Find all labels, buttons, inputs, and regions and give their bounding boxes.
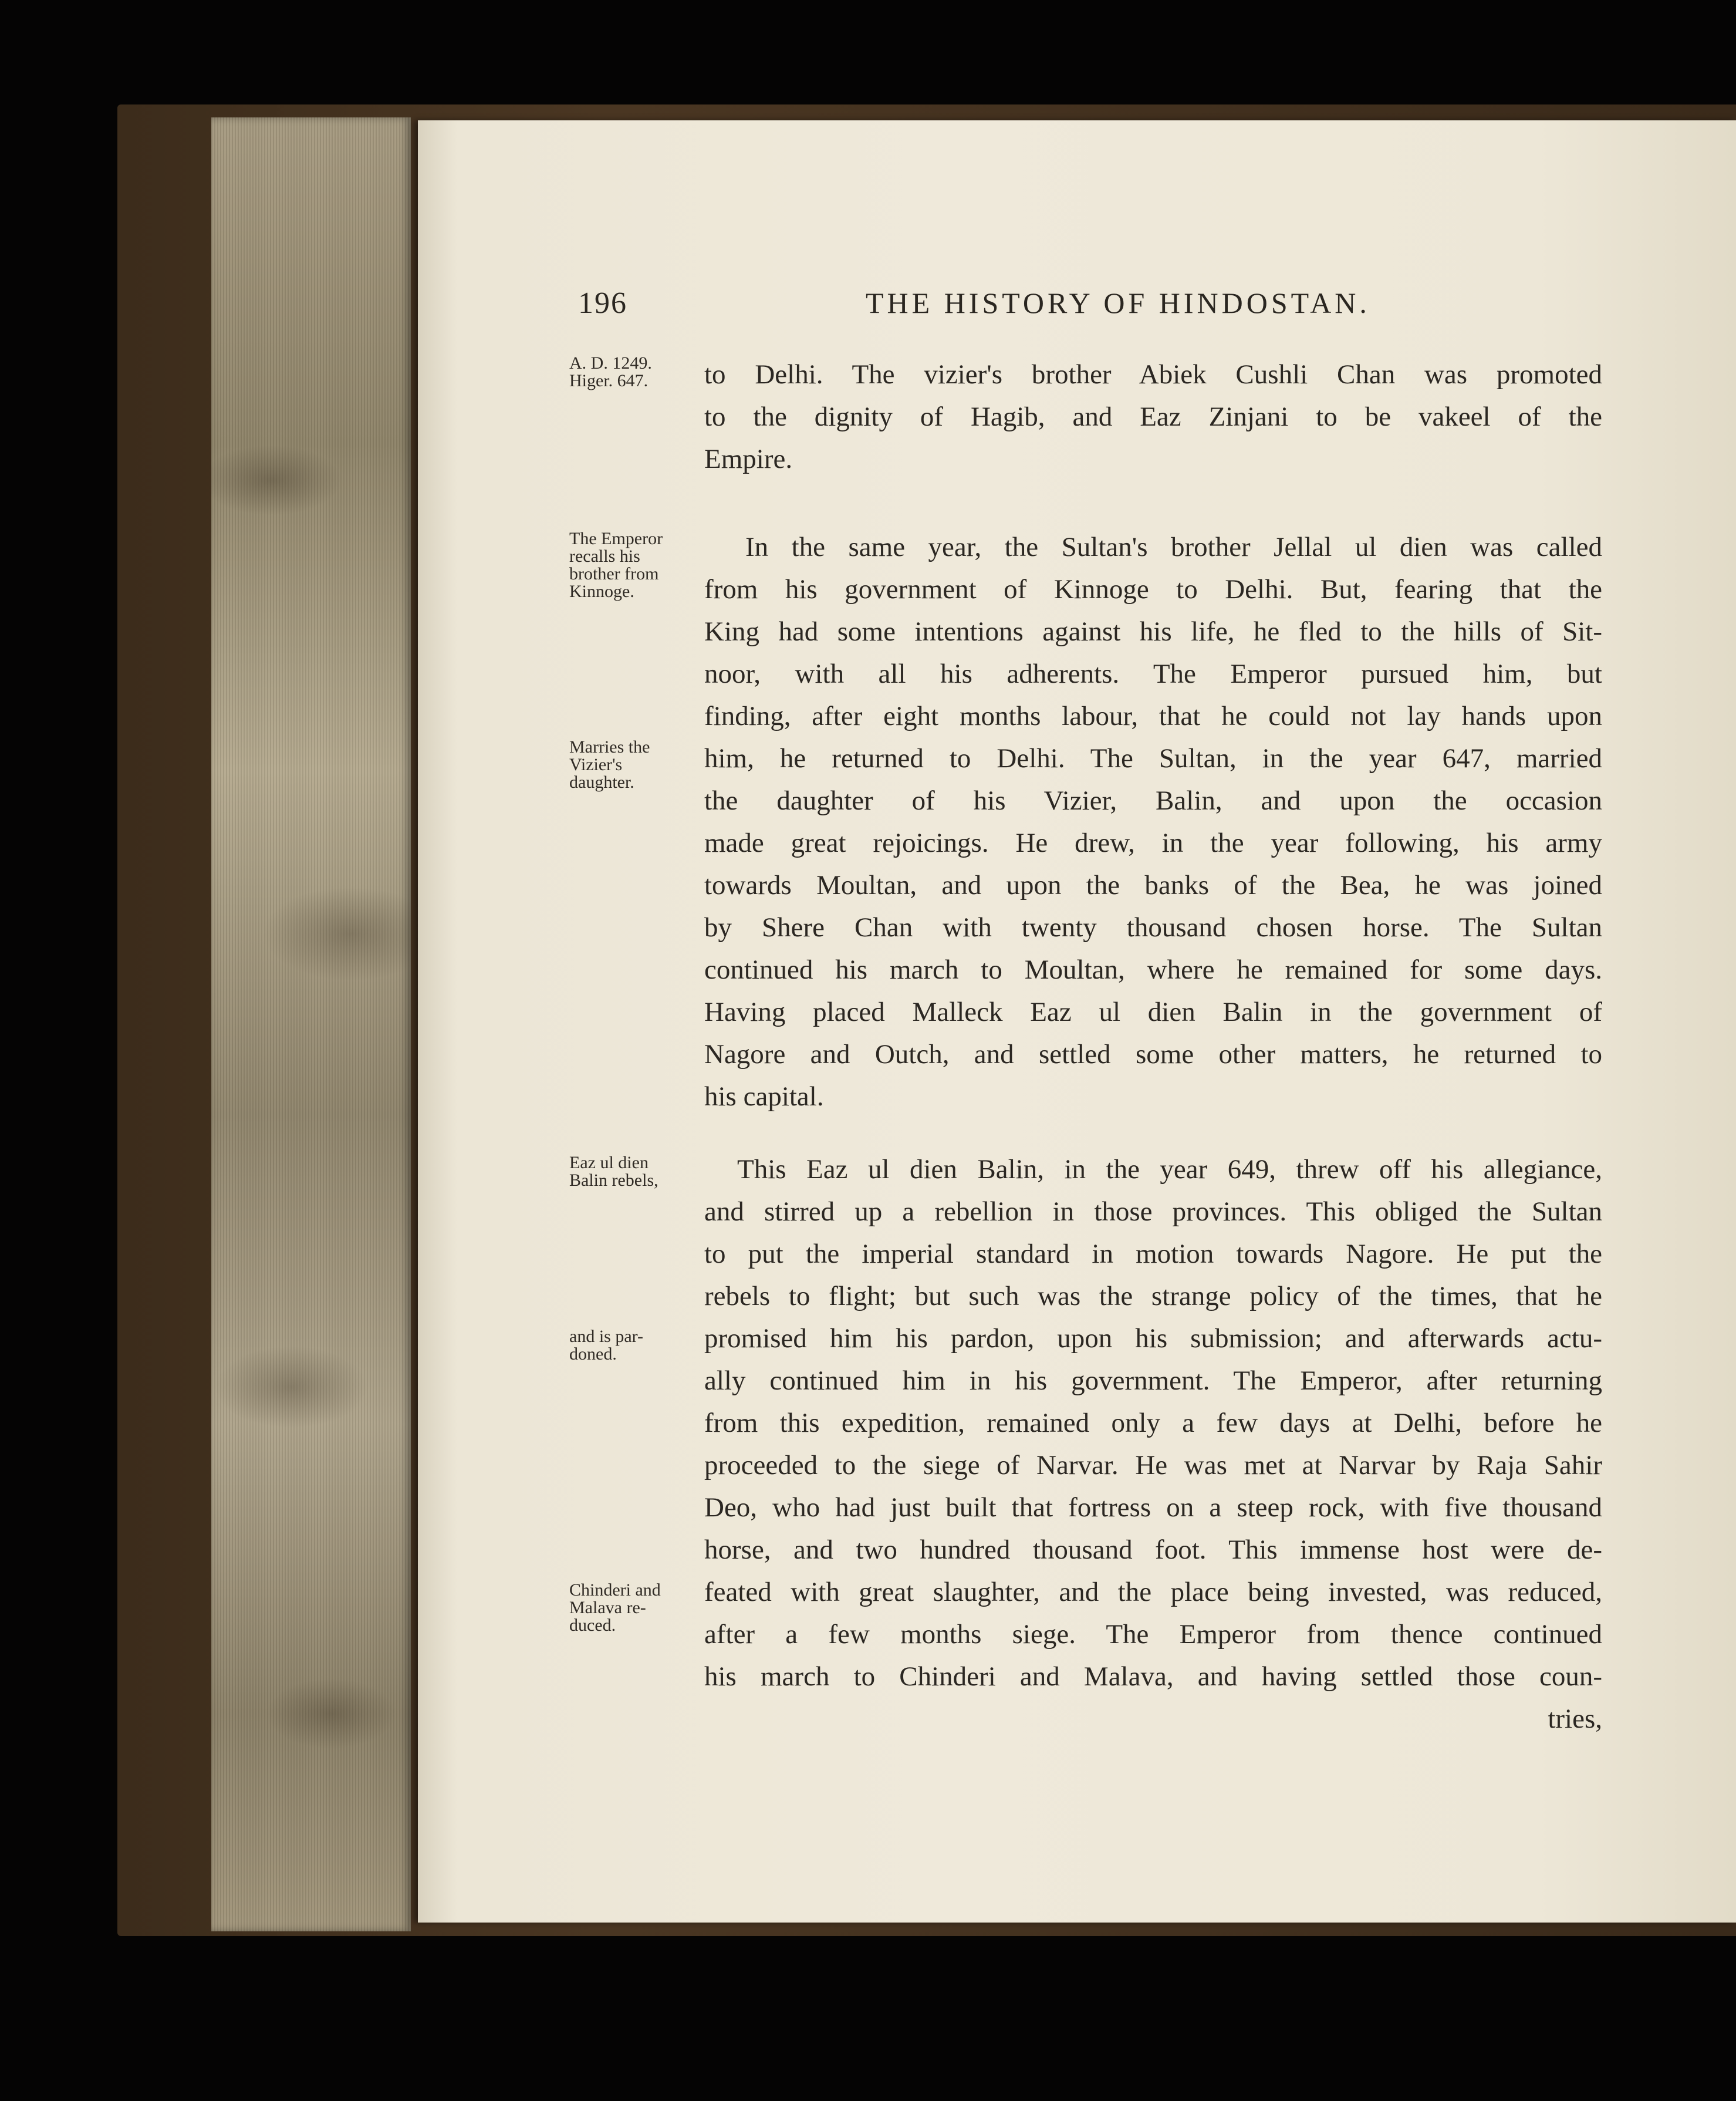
- running-head: [0, 286, 1736, 327]
- margin-note-pardoned: and is par- doned.: [569, 1327, 644, 1364]
- margin-note-recalls: The Emperor recalls his brother from Kinnoge.: [569, 529, 663, 601]
- margin-note-marries: Marries the Vizier's daughter.: [569, 737, 650, 792]
- margin-note-rebels: Eaz ul dien Balin rebels,: [569, 1153, 658, 1190]
- catchword: tries,: [1548, 1704, 1602, 1734]
- page-edges: [211, 117, 411, 1931]
- paragraph-3: This Eaz ul dien Balin, in the year 649, threw off his allegiance, and stirred up a rebellion in those provinces. This obliged the Sultan to put the imperial standard in motion towards Nagore. He put the rebels to flight; but such was the strange policy of the times, that he promised him his pardon, upon his submission; and afterwards actu- ally continued him in his government. The Emperor, after returning from this expedition, remained only a few days at Delhi, before he proceeded to the siege of Narvar. He was met at Narvar by Raja Sahir Deo, who had just built that fortress on a steep rock, with five thousand horse, and two hundred thousand foot. This immense host were de- feated with great slaughter, and the place being invested, was reduced, after a few months siege. The Emperor from thence continued his march to Chinderi and Malava, and having settled those coun- tries,: [704, 1148, 1602, 1740]
- paragraph-2: In the same year, the Sultan's brother Jellal ul dien was called from his government of Kinnoge to Delhi. But, fearing that the King had some intentions against his life, he fled to the hills of Sit- noor, with all his adherents. The Emperor pursued him, but finding, after eight months labour, that he could not lay hands upon him, he returned to Delhi. The Sultan, in the year 647, married the daughter of his Vizier, Balin, and upon the occasion made great rejoicings. He drew, in the year following, his army towards Moultan, and upon the banks of the Bea, he was joined by Shere Chan with twenty thousand chosen horse. The Sultan continued his march to Moultan, where he remained for some days. Having placed Malleck Eaz ul dien Balin in the government of Nagore and Outch, and settled some other matters, he returned to his capital.: [704, 532, 1602, 1112]
- margin-note-date: A. D. 1249. Higer. 647.: [569, 353, 652, 390]
- running-title: THE HISTORY OF HINDOSTAN.: [866, 286, 1370, 319]
- margin-note-reduced: Chinderi and Malava re- duced.: [569, 1580, 661, 1635]
- paragraph-1: to Delhi. The vizier's brother Abiek Cushli Chan was promoted to the dignity of Hagib, and Eaz Zinjani to be vakeel of the Empire.: [704, 359, 1602, 474]
- page-number: 196: [578, 286, 627, 320]
